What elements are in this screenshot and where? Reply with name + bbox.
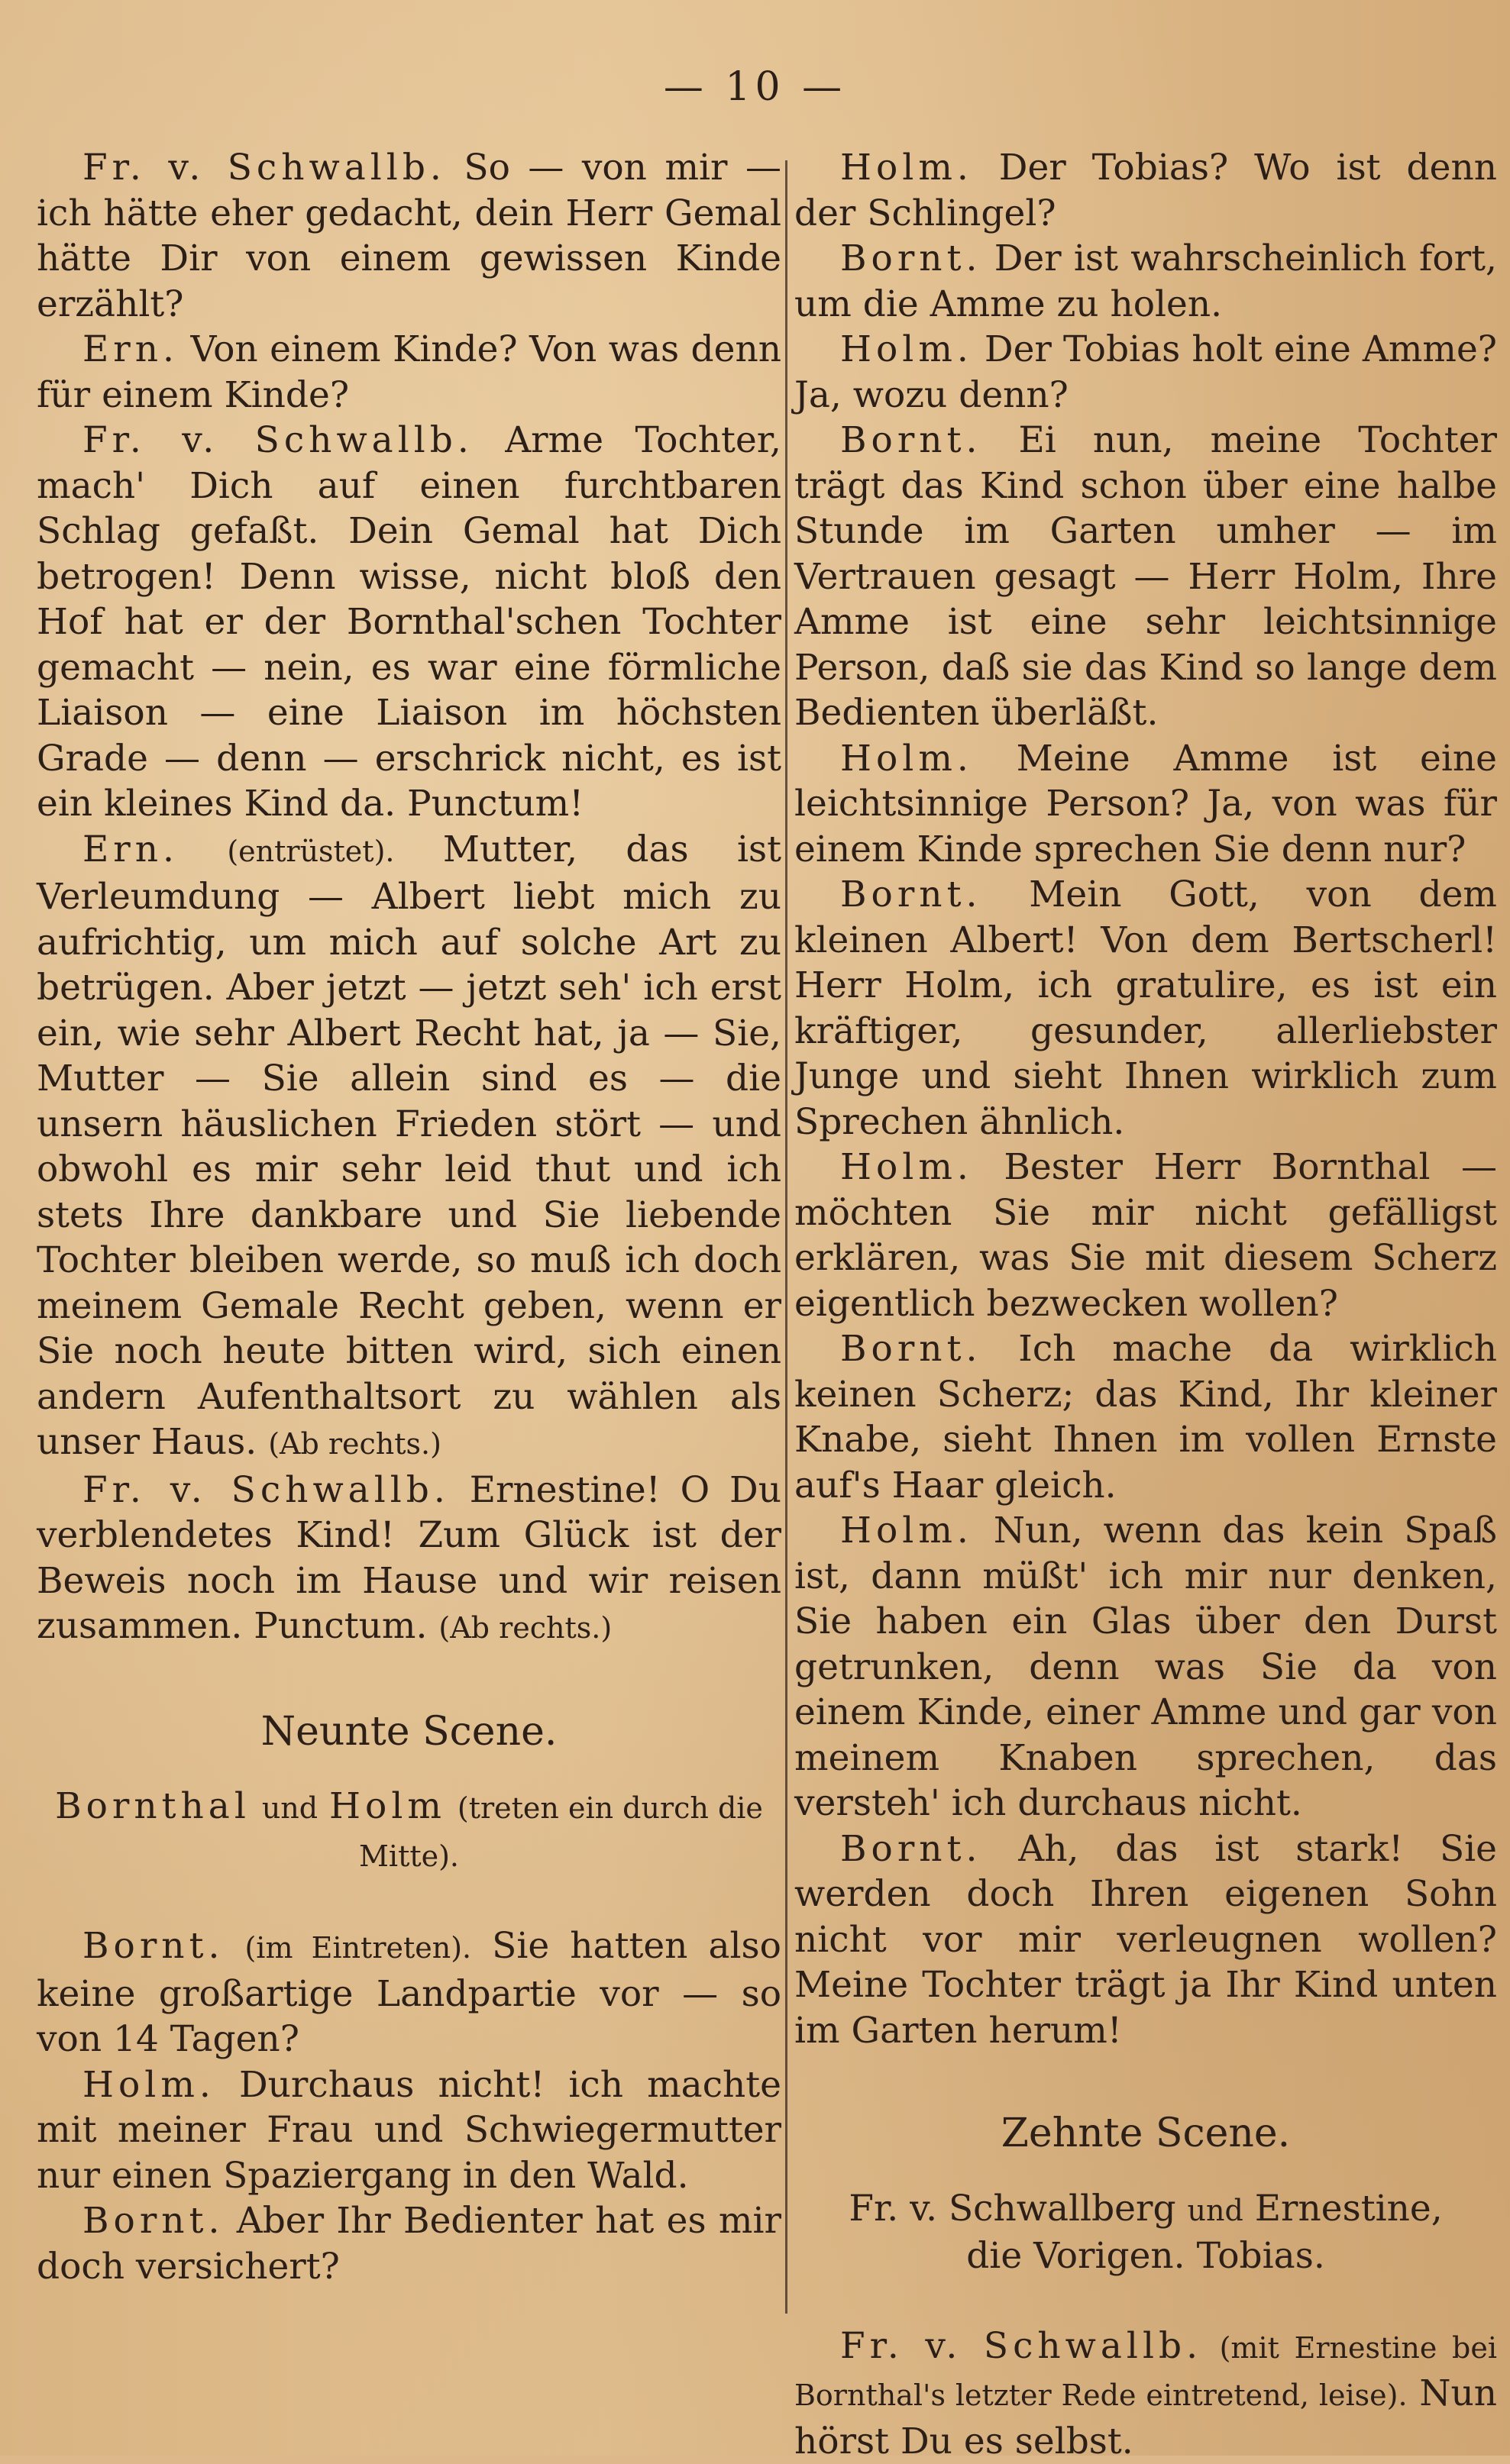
dialogue-paragraph <box>794 236 1497 327</box>
stage-direction: (im Eintreten). <box>244 1931 471 1965</box>
dialogue-text: Ernestine! O Du verblendetes Kind! Zum Glück ist der Beweis noch im Hause und wir reisen zusammen. Punctum. <box>37 1469 781 1648</box>
cast-name: Fr. v. Schwallberg <box>849 2188 1175 2230</box>
speaker-name: Fr. v. Schwallb. <box>82 419 474 461</box>
dialogue-text: Ei nun, meine Tochter trägt das Kind schon über eine halbe Stunde im Garten umher — im Vertrauen gesagt — Herr Holm, Ihre Amme ist eine sehr leichtsinnige Person, daß sie das Kind so lange dem Bedienten überläßt. <box>794 419 1497 734</box>
cast-name: die Vorigen. Tobias. <box>966 2235 1325 2277</box>
speaker-name: Fr. v. Schwallb. <box>840 2325 1202 2367</box>
dialogue-paragraph <box>37 1923 781 2062</box>
dialogue-text: Durchaus nicht! ich machte mit meiner Frau und Schwiegermutter nur einen Spaziergang in den Wald. <box>37 2064 781 2197</box>
dialogue-text: Mein Gott, von dem kleinen Albert! Von dem Bertscherl! Herr Holm, ich gratulire, es ist ein kräftiger, gesunder, allerliebster Junge und sieht Ihnen wirklich zum Sprechen ähnlich. <box>794 874 1497 1143</box>
dialogue-paragraph <box>794 1326 1497 1508</box>
dialogue-paragraph <box>794 145 1497 236</box>
dialogue-paragraph <box>37 827 781 1468</box>
stage-direction: (Ab rechts.) <box>268 1427 441 1461</box>
cast-conjunction: und <box>262 1791 318 1825</box>
dialogue-paragraph <box>794 2324 1497 2464</box>
dialogue-paragraph <box>37 418 781 827</box>
dialogue-paragraph <box>37 2198 781 2289</box>
cast-name: Ernestine, <box>1255 2188 1443 2230</box>
left-column <box>37 145 781 2289</box>
scene-cast <box>794 2186 1497 2279</box>
speaker-name: Holm. <box>840 328 973 370</box>
speaker-name: Fr. v. Schwallb. <box>82 147 446 189</box>
page-number: — 10 — <box>0 64 1510 110</box>
cast-name: Bornthal <box>55 1785 251 1827</box>
dialogue-text: So — von mir — ich hätte eher gedacht, dein Herr Gemal hätte Dir von einem gewissen Kinde erzählt? <box>37 147 781 325</box>
dialogue-text: Ah, das ist stark! Sie werden doch Ihren eigenen Sohn nicht vor mir verleugnen wollen? Meine Tochter trägt ja Ihr Kind unten im Garten herum! <box>794 1828 1497 2052</box>
right-column <box>794 145 1497 2464</box>
speaker-name: Bornt. <box>82 2200 224 2242</box>
cast-conjunction: und <box>1188 2194 1243 2227</box>
dialogue-paragraph <box>794 327 1497 418</box>
speaker-name: Holm. <box>840 147 973 189</box>
speaker-name: Holm. <box>840 738 973 780</box>
speaker-name: Bornt. <box>840 237 981 279</box>
dialogue-paragraph <box>794 418 1497 736</box>
speaker-name: Bornt. <box>840 419 981 461</box>
dialogue-paragraph <box>794 1145 1497 1326</box>
dialogue-paragraph <box>37 145 781 327</box>
dialogue-text: Nun hörst Du es selbst. <box>794 2372 1497 2462</box>
speaker-name: Bornt. <box>840 874 981 916</box>
dialogue-paragraph <box>794 872 1497 1145</box>
stage-direction: (Ab rechts.) <box>438 1611 612 1645</box>
dialogue-text: Der Tobias? Wo ist denn der Schlingel? <box>794 147 1497 234</box>
dialogue-paragraph <box>37 1468 781 1652</box>
speaker-name: Bornt. <box>840 1828 981 1870</box>
dialogue-text: Arme Tochter, mach' Dich auf einen furchtbaren Schlag gefaßt. Dein Gemal hat Dich betrogen! Denn wisse, nicht bloß den Hof hat er der Bornthal'schen Tochter gemacht — nein, es war eine förmliche Liaison — eine Liaison im höchsten Grade — denn — erschrick nicht, es ist ein kleines Kind da. Punctum! <box>37 419 781 825</box>
dialogue-text: Aber Ihr Bedienter hat es mir doch versichert? <box>37 2200 781 2288</box>
speaker-name: Holm. <box>840 1510 973 1552</box>
dialogue-paragraph <box>37 327 781 418</box>
dialogue-text: Bester Herr Bornthal — möchten Sie mir nicht gefälligst erklären, was Sie mit diesem Scherz eigentlich bezwecken wollen? <box>794 1146 1497 1325</box>
stage-direction: (treten ein durch die Mitte). <box>359 1791 763 1873</box>
stage-direction: (mit Ernestine bei Bornthal's letzter Rede eintretend, leise). <box>794 2331 1497 2413</box>
dialogue-paragraph <box>794 1508 1497 1826</box>
dialogue-text: Mutter, das ist Verleumdung — Albert liebt mich zu aufrichtig, um mich auf solche Art zu betrügen. Aber jetzt — jetzt seh' ich erst ein, wie sehr Albert Recht hat, ja — Sie, Mutter — Sie allein sind es — die unsern häuslichen Frieden stört — und obwohl es mir sehr leid thut und ich stets Ihre dankbare und Sie liebende Tochter bleiben werde, so muß ich doch meinem Gemale Recht geben, wenn er Sie noch heute bitten wird, sich einen andern Aufenthaltsort zu wählen als unser Haus. <box>37 828 781 1464</box>
speaker-name: Holm. <box>840 1146 973 1188</box>
dialogue-text: Der ist wahrscheinlich fort, um die Amme zu holen. <box>794 237 1497 325</box>
cast-name: Holm <box>329 1785 446 1827</box>
dialogue-text: Der Tobias holt eine Amme? Ja, wozu denn? <box>794 328 1497 416</box>
dialogue-text: Meine Amme ist eine leichtsinnige Person? Ja, von was für einem Kinde sprechen Sie denn nur? <box>794 738 1497 870</box>
scene-heading: Zehnte Scene. <box>794 2111 1497 2157</box>
dialogue-paragraph <box>794 736 1497 873</box>
speaker-name: Bornt. <box>840 1328 981 1370</box>
speaker-name: Fr. v. Schwallb. <box>82 1469 450 1511</box>
dialogue-text: Nun, wenn das kein Spaß ist, dann müßt' ich mir nur denken, Sie haben ein Glas über den Durst getrunken, denn was Sie da von einem Kinde, einer Amme und gar von meinem Knaben sprechen, das versteh' ich durchaus nicht. <box>794 1510 1497 1824</box>
speaker-name: Ern. <box>82 328 179 370</box>
dialogue-paragraph <box>37 2062 781 2199</box>
speaker-name: Holm. <box>82 2064 215 2106</box>
dialogue-text: Ich mache da wirklich keinen Scherz; das Kind, Ihr kleiner Knabe, sieht Ihnen im vollen Ernste auf's Haar gleich. <box>794 1328 1497 1506</box>
speaker-name: Bornt. <box>82 1925 224 1967</box>
dialogue-text: Sie hatten also keine großartige Landpartie vor — so von 14 Tagen? <box>37 1925 781 2060</box>
scene-cast <box>37 1784 781 1879</box>
dialogue-paragraph <box>794 1826 1497 2054</box>
column-divider <box>785 160 787 2314</box>
scene-heading: Neunte Scene. <box>37 1710 781 1755</box>
stage-direction: (entrüstet). <box>227 835 394 868</box>
dialogue-text: Von einem Kinde? Von was denn für einem Kinde? <box>37 328 781 416</box>
speaker-name: Ern. <box>82 828 179 870</box>
